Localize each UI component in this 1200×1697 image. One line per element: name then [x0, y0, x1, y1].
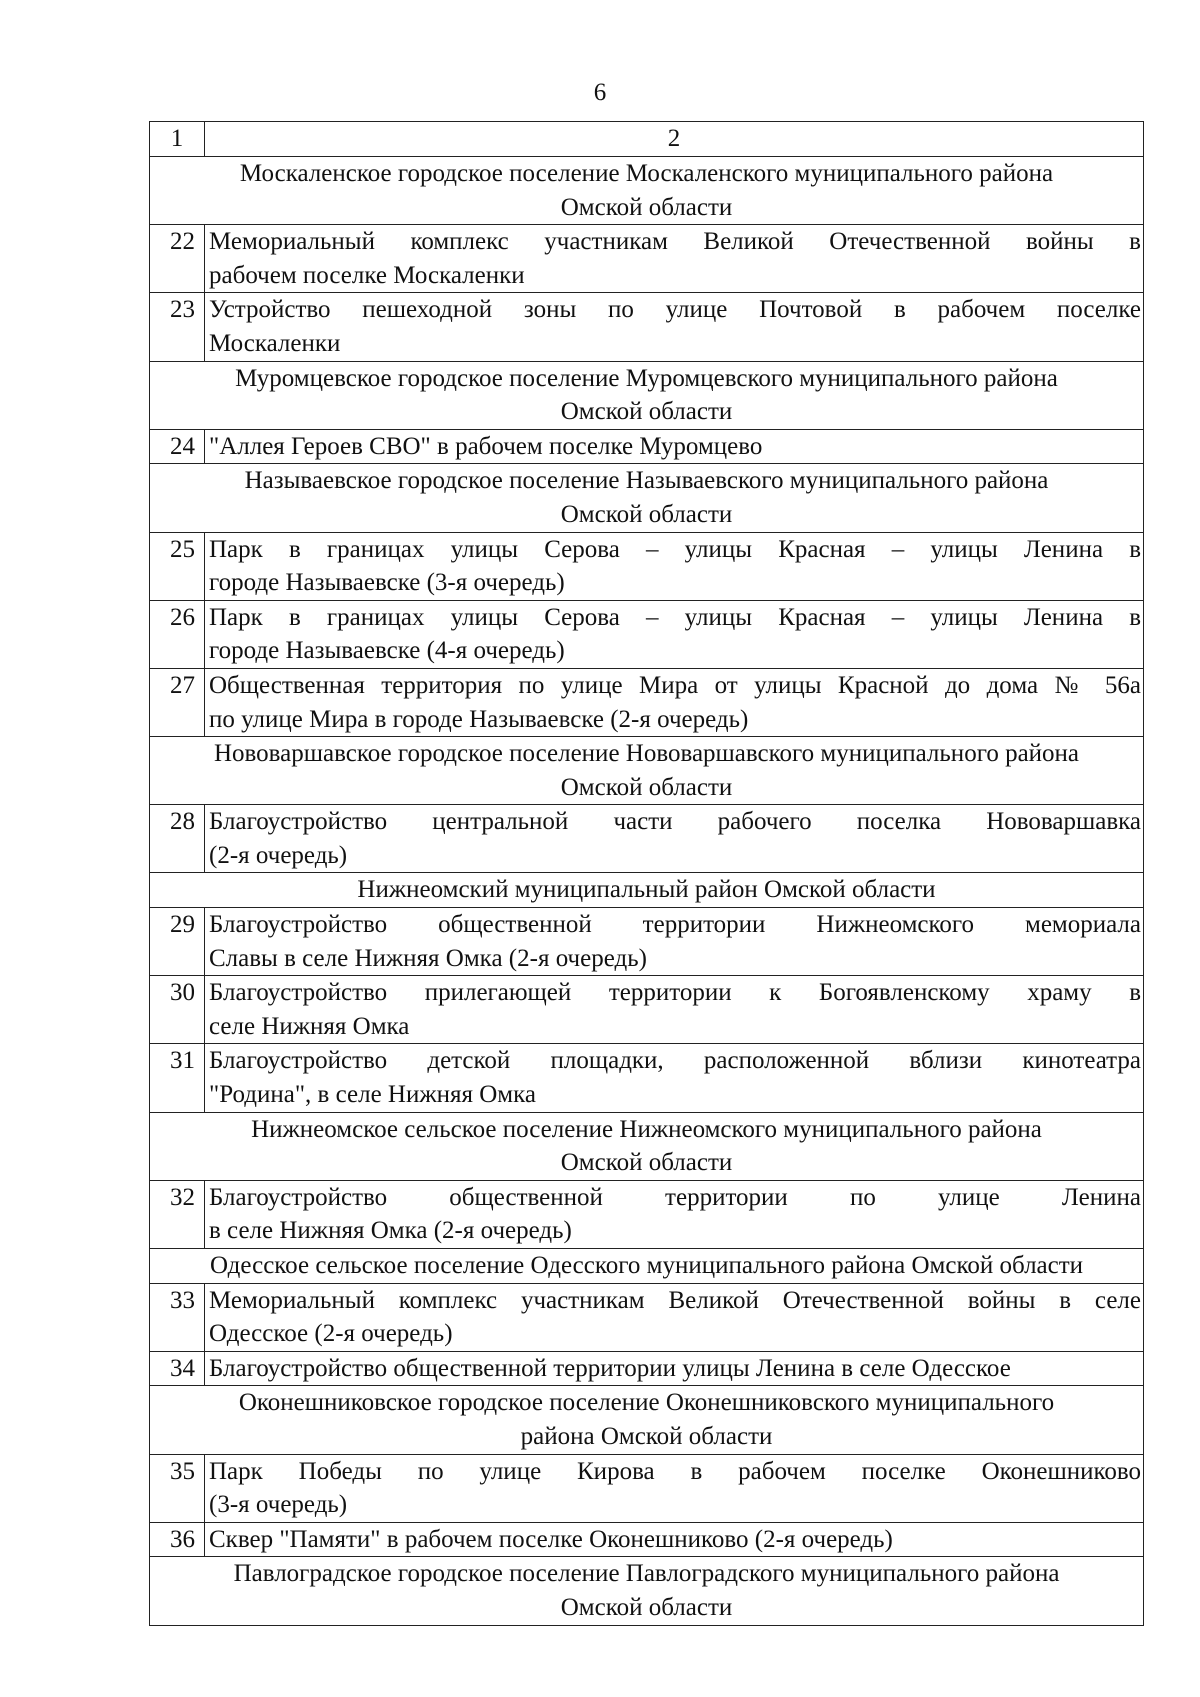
- row-description-line: городе Называевске (3-я очередь): [209, 569, 565, 597]
- section-title-line: Омской области: [560, 773, 733, 801]
- row-number: 33: [150, 1283, 205, 1351]
- page-number: 6: [593, 79, 607, 106]
- section-title-line: Омской области: [560, 193, 733, 221]
- table-row: [150, 1454, 1144, 1522]
- section-title: [150, 361, 1144, 429]
- table-row: [150, 600, 1144, 668]
- row-description-line: Благоустройство прилегающей территории к Богоявленскому храму в: [209, 979, 1141, 1007]
- row-description-line: Благоустройство центральной части рабочего поселка Нововаршавка: [209, 808, 1141, 836]
- table-row: [150, 1351, 1144, 1386]
- row-description: [205, 600, 1144, 668]
- table-header-row: [150, 122, 1144, 157]
- row-description-line: "Родина", в селе Нижняя Омка: [209, 1081, 536, 1109]
- section-title: [150, 1386, 1144, 1454]
- row-number: 34: [150, 1351, 205, 1386]
- section-row: [150, 464, 1144, 532]
- section-row: [150, 361, 1144, 429]
- row-description: [205, 908, 1144, 976]
- section-title-line: Омской области: [560, 1149, 733, 1177]
- row-description-line: по улице Мира в городе Называевске (2-я очередь): [209, 705, 749, 733]
- row-description: [205, 668, 1144, 736]
- table-row: [150, 293, 1144, 361]
- row-number: 30: [150, 976, 205, 1044]
- section-row: [150, 157, 1144, 225]
- row-description: [205, 1044, 1144, 1112]
- header-col-1: 1: [150, 122, 205, 157]
- row-description-line: Мемориальный комплекс участникам Великой Отечественной войны в: [209, 228, 1141, 256]
- table-row: [150, 976, 1144, 1044]
- row-number: 28: [150, 805, 205, 873]
- row-description: [205, 293, 1144, 361]
- row-number: 25: [150, 532, 205, 600]
- row-description: [205, 1522, 1144, 1557]
- section-row: [150, 1386, 1144, 1454]
- row-description-line: Славы в селе Нижняя Омка (2-я очередь): [209, 944, 647, 972]
- row-description-line: Благоустройство общественной территории улицы Ленина в селе Одесское: [209, 1354, 1011, 1382]
- section-title-line: Нововаршавское городское поселение Нововаршавского муниципального района: [213, 740, 1080, 768]
- section-title-line: Омской области: [560, 500, 733, 528]
- row-number: 31: [150, 1044, 205, 1112]
- row-description-line: Парк Победы по улице Кирова в рабочем поселке Оконешниково: [209, 1457, 1141, 1485]
- row-description-line: селе Нижняя Омка: [209, 1012, 410, 1040]
- section-title-line: Омской области: [560, 398, 733, 426]
- row-number: 36: [150, 1522, 205, 1557]
- section-title: [150, 464, 1144, 532]
- projects-table: [149, 121, 1144, 1626]
- section-title-line: Одесское сельское поселение Одесского муниципального района Омской области: [209, 1252, 1084, 1279]
- row-description: [205, 976, 1144, 1044]
- section-title: [150, 157, 1144, 225]
- table-row: [150, 429, 1144, 464]
- table-row: [150, 1283, 1144, 1351]
- row-description-line: Устройство пешеходной зоны по улице Почтовой в рабочем поселке: [209, 296, 1141, 324]
- table-row: [150, 668, 1144, 736]
- section-row: [150, 1557, 1144, 1625]
- row-description-line: Одесское (2-я очередь): [209, 1320, 453, 1348]
- section-title-line: Оконешниковское городское поселение Оконешниковского муниципального: [238, 1389, 1055, 1417]
- section-title: [150, 1112, 1144, 1180]
- row-number: 23: [150, 293, 205, 361]
- header-col-2: 2: [205, 122, 1144, 157]
- table-row: [150, 532, 1144, 600]
- row-description-line: Парк в границах улицы Серова – улицы Красная – улицы Ленина в: [209, 603, 1141, 631]
- section-title-line: Муромцевское городское поселение Муромцевского муниципального района: [235, 364, 1058, 392]
- row-description: [205, 1180, 1144, 1248]
- section-title: [150, 873, 1144, 908]
- row-description-line: городе Называевске (4-я очередь): [209, 637, 565, 665]
- row-description: [205, 1283, 1144, 1351]
- row-description: [205, 805, 1144, 873]
- row-description: [205, 1454, 1144, 1522]
- row-number: 24: [150, 429, 205, 464]
- row-number: 29: [150, 908, 205, 976]
- table-row: [150, 1522, 1144, 1557]
- row-description: [205, 225, 1144, 293]
- section-title: [150, 1557, 1144, 1625]
- row-description-line: в селе Нижняя Омка (2-я очередь): [209, 1217, 572, 1245]
- section-title-line: Называевское городское поселение Называевского муниципального района: [244, 467, 1049, 495]
- table-row: [150, 1180, 1144, 1248]
- row-description-line: Общественная территория по улице Мира от улицы Красной до дома № 56а: [209, 671, 1141, 699]
- section-title-line: Омской области: [560, 1593, 733, 1621]
- section-title-line: Москаленское городское поселение Москаленского муниципального района: [239, 160, 1054, 187]
- row-number: 22: [150, 225, 205, 293]
- row-description-line: "Аллея Героев СВО" в рабочем поселке Муромцево: [209, 432, 763, 460]
- row-description-line: Благоустройство детской площадки, расположенной вблизи кинотеатра: [209, 1047, 1141, 1075]
- table-row: [150, 908, 1144, 976]
- row-description-line: Парк в границах улицы Серова – улицы Красная – улицы Ленина в: [209, 535, 1141, 563]
- row-number: 32: [150, 1180, 205, 1248]
- row-description-line: Благоустройство общественной территории по улице Ленина: [209, 1183, 1141, 1211]
- row-description-line: (2-я очередь): [209, 841, 348, 869]
- row-number: 27: [150, 668, 205, 736]
- section-title-line: Нижнеомское сельское поселение Нижнеомского муниципального района: [251, 1115, 1042, 1143]
- row-description: [205, 532, 1144, 600]
- table-row: [150, 1044, 1144, 1112]
- row-description-line: Мемориальный комплекс участникам Великой Отечественной войны в селе: [209, 1286, 1141, 1314]
- row-description-line: Благоустройство общественной территории Нижнеомского мемориала: [209, 911, 1141, 939]
- table-row: [150, 805, 1144, 873]
- row-description: [205, 429, 1144, 464]
- section-title: [150, 1249, 1144, 1284]
- row-description: [205, 1351, 1144, 1386]
- section-title-line: Павлоградское городское поселение Павлоградского муниципального района: [233, 1560, 1060, 1588]
- row-description-line: (3-я очередь): [209, 1491, 348, 1519]
- section-title-line: Нижнеомский муниципальный район Омской области: [357, 876, 936, 904]
- row-number: 35: [150, 1454, 205, 1522]
- section-title-line: района Омской области: [520, 1422, 773, 1450]
- section-row: [150, 1112, 1144, 1180]
- section-title: [150, 737, 1144, 805]
- table-row: [150, 225, 1144, 293]
- row-description-line: Москаленки: [209, 329, 341, 357]
- row-description-line: рабочем поселке Москаленки: [209, 261, 525, 289]
- section-row: [150, 737, 1144, 805]
- section-row: [150, 873, 1144, 908]
- row-description-line: Сквер "Памяти" в рабочем поселке Оконешниково (2-я очередь): [209, 1525, 893, 1553]
- section-row: [150, 1249, 1144, 1284]
- row-number: 26: [150, 600, 205, 668]
